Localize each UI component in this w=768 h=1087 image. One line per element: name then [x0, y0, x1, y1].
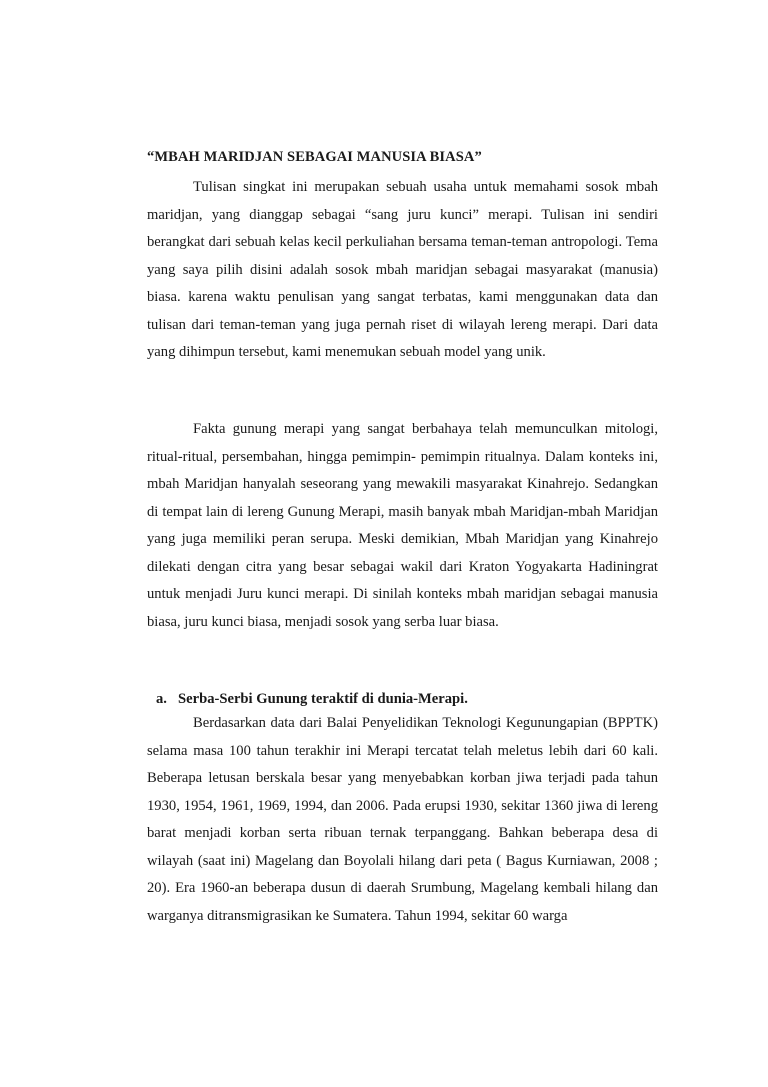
section-paragraph: Berdasarkan data dari Balai Penyelidikan Teknologi Kegunungapian (BPPTK) selama masa 100 tahun terakhir ini Merapi tercatat telah meletus lebih dari 60 kali. Beberapa letusan berskala besar yang menyebabkan korban jiwa terjadi pada tahun 1930, 1954, 1961, 1969, 1994, dan 2006. Pada erupsi 1930, sekitar 1360 jiwa di lereng barat menjadi korban serta ribuan ternak terpanggang. Bahkan beberapa desa di wilayah (saat ini) Magelang dan Boyolali hilang dari peta ( Bagus Kurniawan, 2008 ; 20). Era 1960-an beberapa dusun di daerah Srumbung, Magelang kembali hilang dan warganya ditransmigrasikan ke Sumatera. Tahun 1994, sekitar 60 warga	[147, 715, 658, 924]
section-heading-text: Serba-Serbi Gunung teraktif di dunia-Merapi.	[178, 691, 468, 707]
section-marker: a.	[156, 691, 167, 707]
document-title: “MBAH MARIDJAN SEBAGAI MANUSIA BIASA”	[147, 149, 482, 165]
body-paragraph: Fakta gunung merapi yang sangat berbahaya telah memunculkan mitologi, ritual-ritual, persembahan, hingga pemimpin- pemimpin ritualnya. Dalam konteks ini, mbah Maridjan hanyalah seseorang yang mewakili masyarakat Kinahrejo. Sedangkan di tempat lain di lereng Gunung Merapi, masih banyak mbah Maridjan-mbah Maridjan yang juga memiliki peran serupa. Meski demikian, Mbah Maridjan yang Kinahrejo dilekati dengan citra yang besar sebagai wakil dari Kraton Yogyakarta Hadiningrat untuk menjadi Juru kunci merapi. Di sinilah konteks mbah maridjan sebagai manusia biasa, juru kunci biasa, menjadi sosok yang serba luar biasa.	[147, 421, 658, 630]
intro-paragraph: Tulisan singkat ini merupakan sebuah usaha untuk memahami sosok mbah maridjan, yang dianggap sebagai “sang juru kunci” merapi. Tulisan ini sendiri berangkat dari sebuah kelas kecil perkuliahan bersama teman-teman antropologi. Tema yang saya pilih disini adalah sosok mbah maridjan sebagai masyarakat (manusia) biasa. karena waktu penulisan yang sangat terbatas, kami menggunakan data dan tulisan dari teman-teman yang juga pernah riset di wilayah lereng merapi. Dari data yang dihimpun tersebut, kami menemukan sebuah model yang unik.	[147, 179, 658, 360]
